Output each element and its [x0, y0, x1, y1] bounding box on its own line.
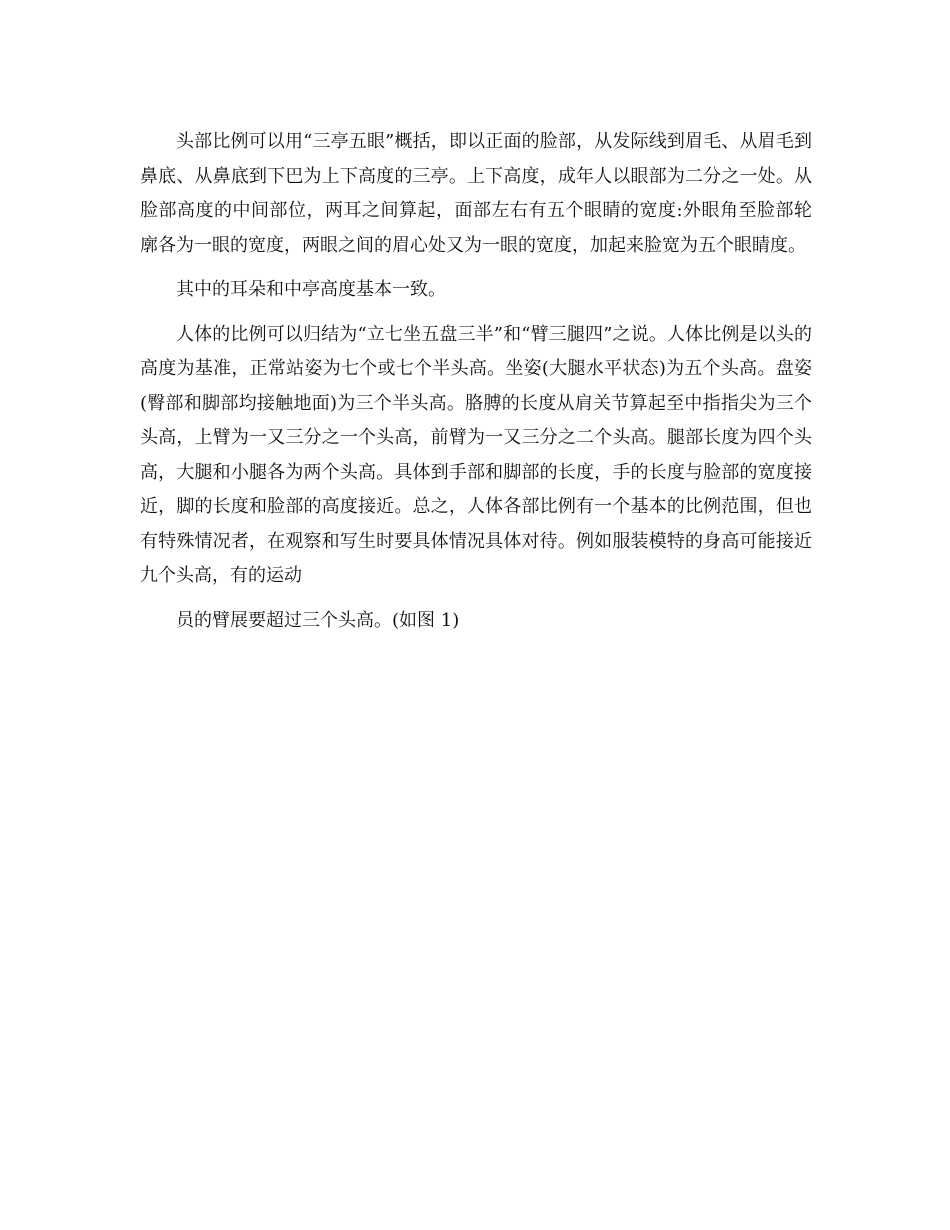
paragraph-head-proportions: 头部比例可以用“三亭五眼”概括，即以正面的脸部，从发际线到眉毛、从眉毛到鼻底、从鼻底到下巴为上下高度的三亭。上下高度，成年人以眼部为二分之一处。从脸部高度的中间部位，两耳之间算起，面部左右有五个眼睛的宽度:外眼角至脸部轮廓各为一眼的宽度，两眼之间的眉心处又为一眼的宽度，加起来脸宽为五个眼睛度。 — [140, 131, 812, 256]
paragraph-body-proportions: 人体的比例可以归结为“立七坐五盘三半”和“臂三腿四”之说。人体比例是以头的高度为基准，正常站姿为七个或七个半头高。坐姿(大腿水平状态)为五个头高。盘姿(臀部和脚部均接触地面)为三个半头高。胳膊的长度从肩关节算起至中指指尖为三个头高，上臂为一又三分之一个头高，前臂为一又三分之二个头高。腿部长度为四个头高，大腿和小腿各为两个头高。具体到手部和脚部的长度，手的长度与脸部的宽度接近，脚的长度和脸部的高度接近。总之，人体各部比例有一个基本的比例范围，但也有特殊情况者，在观察和写生时要具体情况具体对待。例如服装模特的身高可能接近九个头高，有的运动 — [140, 323, 812, 586]
paragraph-arm-span: 员的臂展要超过三个头高。(如图 1) — [176, 609, 460, 631]
paragraph-ear-height: 其中的耳朵和中亭高度基本一致。 — [176, 279, 446, 300]
document-body — [140, 125, 812, 648]
